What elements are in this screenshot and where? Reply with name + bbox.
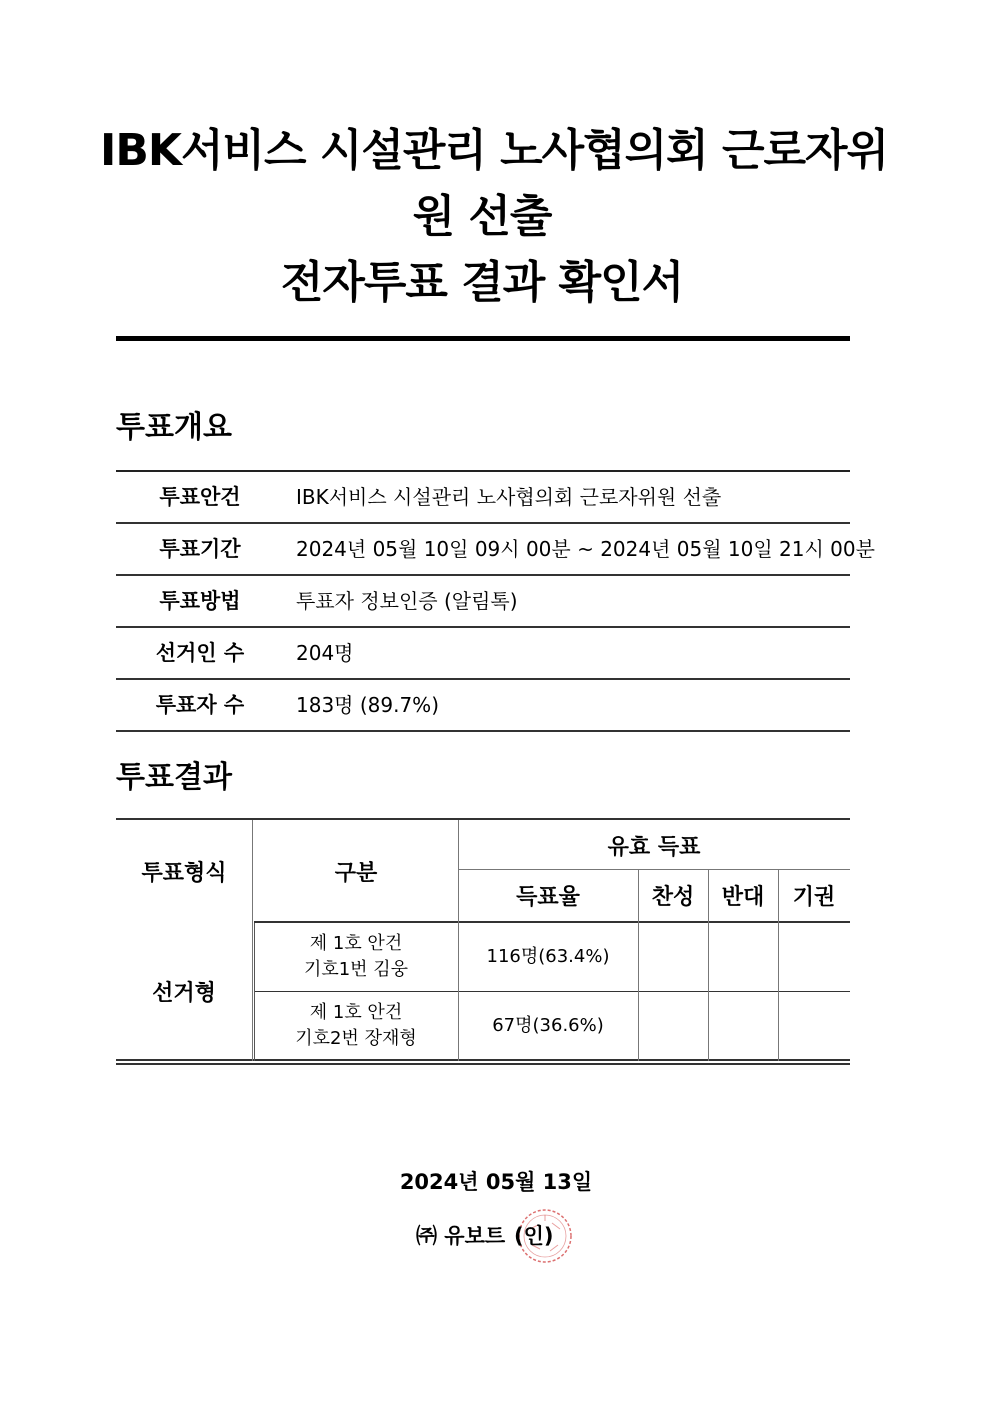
overview-label: 투표자 수 <box>116 680 284 730</box>
title-line-1: IBK서비스 시설관리 노사협의회 근로자위 <box>100 125 889 176</box>
result-row-1-for <box>638 923 708 991</box>
overview-row-agenda <box>116 472 850 524</box>
results-vrule-1 <box>252 820 253 1061</box>
overview-heading: 투표개요 <box>116 410 232 445</box>
results-bottom-rule-1 <box>116 1059 850 1061</box>
title-line-2: 원 선출 <box>412 191 552 242</box>
header-against: 반대 <box>721 885 765 910</box>
header-abstain: 기권 <box>792 885 836 910</box>
overview-value: IBK서비스 시설관리 노사협의회 근로자위원 선출 <box>296 485 722 509</box>
result-row-1-rate: 116명(63.4%) <box>486 946 610 967</box>
vote-type-value: 선거형 <box>152 980 216 1006</box>
result-row-1-category <box>254 923 458 991</box>
overview-value: 2024년 05월 10일 09시 00분 ~ 2024년 05월 10일 21시 00분 <box>296 537 875 561</box>
category-line-1: 제 1호 안건 <box>309 933 403 954</box>
header-vote-rate: 득표율 <box>516 885 580 910</box>
result-row-1-against <box>708 923 778 991</box>
category-line-2: 기호2번 장재형 <box>295 1027 417 1049</box>
overview-row-voters <box>116 680 850 732</box>
header-valid-votes: 유효 득표 <box>607 834 701 860</box>
result-row-1-abstain <box>778 923 850 991</box>
overview-label: 투표기간 <box>116 524 284 574</box>
title-divider <box>116 336 850 341</box>
results-bottom-rule-2 <box>116 1063 850 1065</box>
overview-label: 투표방법 <box>116 576 284 626</box>
overview-row-electors <box>116 628 850 680</box>
overview-value: 183명 (89.7%) <box>296 693 439 717</box>
result-row-2-against <box>708 992 778 1059</box>
category-line-1: 제 1호 안건 <box>309 1001 403 1023</box>
overview-table <box>116 470 875 732</box>
result-row-2-category <box>254 992 458 1059</box>
header-for: 찬성 <box>651 885 695 910</box>
overview-value: 투표자 정보인증 (알림톡) <box>296 589 518 613</box>
results-heading: 투표결과 <box>116 760 232 795</box>
category-line-2: 기호1번 김웅 <box>303 959 409 980</box>
overview-label: 선거인 수 <box>116 628 284 678</box>
company-name: ㈜ 유보트 <box>416 1224 506 1248</box>
overview-row-period <box>116 524 875 576</box>
issue-date: 2024년 05월 13일 <box>399 1170 593 1194</box>
title-line-3: 전자투표 결과 확인서 <box>280 257 684 308</box>
result-row-2-rate: 67명(36.6%) <box>492 1014 604 1036</box>
header-vote-type: 투표형식 <box>141 861 227 886</box>
overview-row-method <box>116 576 850 628</box>
result-row-2-abstain <box>778 992 850 1059</box>
seal-label: (인) <box>514 1224 554 1248</box>
document-title <box>100 118 889 316</box>
result-row-2-for <box>638 992 708 1059</box>
overview-value: 204명 <box>296 641 354 665</box>
overview-label: 투표안건 <box>116 472 284 522</box>
results-table <box>116 818 850 1068</box>
header-category: 구분 <box>334 861 378 886</box>
